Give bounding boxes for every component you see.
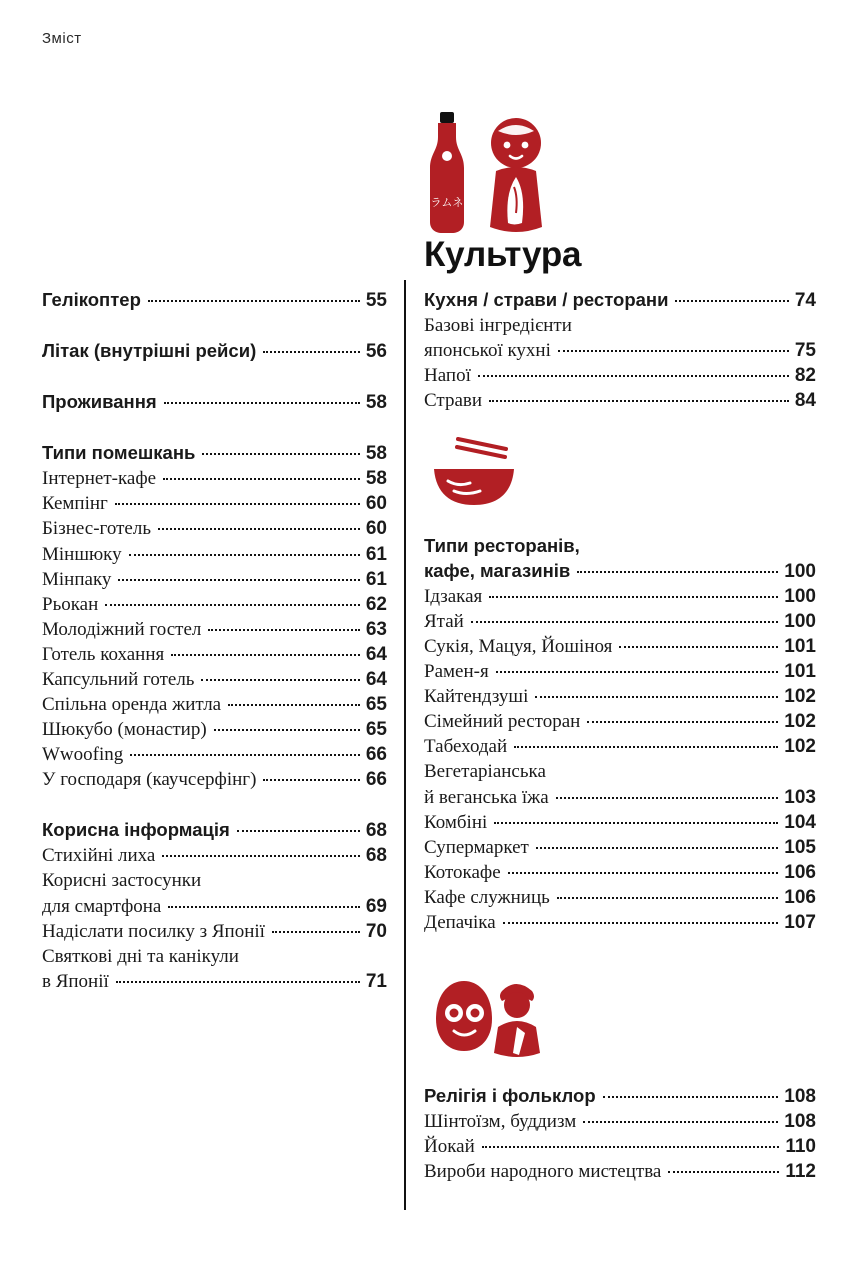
toc-page-number: 102 — [784, 686, 816, 708]
section-title-block — [424, 110, 816, 275]
toc-page-number: 71 — [365, 970, 387, 992]
leader-dots — [162, 855, 359, 857]
toc-entry-label: Святкові дні та канікули — [42, 945, 239, 967]
toc-entry-label: Корисна інформація — [42, 819, 230, 841]
toc-page-number: 107 — [784, 911, 816, 933]
spacer — [42, 364, 387, 390]
toc-entry[interactable] — [424, 709, 816, 734]
toc-entry-label: Капсульний готель — [42, 668, 195, 690]
toc-entry-label: Типи ресторанів, — [424, 535, 580, 557]
leader-dots — [130, 754, 360, 756]
toc-entry-label: Типи помешкань — [42, 442, 196, 464]
toc-entry-label: Депачіка — [424, 911, 496, 933]
toc-entry[interactable] — [42, 441, 387, 466]
decorative-icon-row — [428, 969, 816, 1062]
toc-entry-label: Надіслати посилку з Японії — [42, 920, 265, 942]
toc-entry-label: Страви — [424, 390, 483, 412]
toc-page-number: 61 — [365, 568, 387, 590]
toc-entry[interactable] — [42, 944, 387, 994]
toc-page-number: 100 — [784, 610, 816, 632]
leader-dots — [116, 981, 360, 983]
toc-page-number: 100 — [784, 585, 816, 607]
leader-dots — [263, 351, 360, 353]
toc-page-number: 69 — [365, 895, 387, 917]
leader-dots — [558, 350, 789, 352]
toc-entry[interactable] — [42, 818, 387, 843]
toc-page-number: 101 — [784, 636, 816, 658]
toc-entry[interactable] — [42, 288, 387, 313]
toc-page-number: 58 — [365, 468, 387, 490]
toc-entry[interactable] — [424, 860, 816, 885]
toc-entry[interactable] — [424, 1084, 816, 1109]
decorative-icon-row — [428, 435, 816, 514]
leader-dots — [535, 696, 778, 698]
toc-entry-label: Рамен-я — [424, 661, 489, 683]
toc-entry[interactable] — [424, 910, 816, 935]
ramune-bottle-icon — [424, 110, 470, 235]
leader-dots — [514, 746, 778, 748]
folk-figures-icon — [428, 969, 548, 1057]
leader-dots — [471, 621, 778, 623]
toc-page-number: 101 — [784, 661, 816, 683]
leader-dots — [214, 729, 360, 731]
toc-entry-label: Котокафе — [424, 861, 501, 883]
toc-page-number: 82 — [794, 365, 816, 387]
toc-entry-label: Релігія і фольклор — [424, 1084, 596, 1106]
toc-entry-label: Сукія, Мацуя, Йошіноя — [424, 636, 613, 658]
leader-dots — [171, 654, 360, 656]
leader-dots — [164, 402, 360, 404]
toc-entry[interactable] — [424, 759, 816, 809]
leader-dots — [489, 596, 778, 598]
toc-page-number: 108 — [784, 1111, 816, 1133]
folk-figure-icon — [494, 984, 540, 1057]
toc-entry-label: Табеходай — [424, 736, 508, 758]
toc-entry[interactable] — [424, 363, 816, 388]
page-header: Зміст — [42, 30, 82, 47]
toc-page-number: 58 — [365, 392, 387, 414]
leader-dots — [503, 922, 779, 924]
leader-dots — [508, 872, 779, 874]
toc-page-number: 63 — [365, 618, 387, 640]
toc-entry-label: Корисні застосунки — [42, 870, 202, 892]
leader-dots — [557, 897, 778, 899]
toc-entry[interactable] — [424, 810, 816, 835]
toc-entry-label: Шюкубо (монастир) — [42, 719, 207, 741]
toc-entry-label: Йокай — [424, 1136, 475, 1158]
toc-page-number: 60 — [365, 493, 387, 515]
spacer — [42, 313, 387, 339]
toc-entry[interactable] — [42, 592, 387, 617]
leader-dots — [494, 822, 778, 824]
toc-entry-label: Шінтоїзм, буддизм — [424, 1111, 577, 1133]
toc-page-number: 64 — [365, 643, 387, 665]
toc-entry-label: Бізнес-готель — [42, 518, 151, 540]
toc-entry-label: Комбіні — [424, 811, 488, 833]
leader-dots — [478, 375, 789, 377]
toc-entry[interactable] — [42, 466, 387, 491]
toc-entry[interactable] — [42, 642, 387, 667]
toc-page-number: 68 — [365, 845, 387, 867]
page-title: Культура — [424, 235, 582, 274]
toc-entry-label-cont: в Японії — [42, 970, 109, 992]
spacer — [42, 792, 387, 818]
leader-dots — [208, 629, 359, 631]
toc-entry[interactable] — [424, 313, 816, 363]
toc-entry[interactable] — [42, 717, 387, 742]
toc-entry-label: Вироби народного мистецтва — [424, 1161, 662, 1183]
leader-dots — [603, 1096, 779, 1098]
toc-page-number: 66 — [365, 769, 387, 791]
toc-entry-label-cont: для смартфона — [42, 895, 162, 917]
toc-page-number: 112 — [785, 1161, 816, 1183]
leader-dots — [482, 1146, 780, 1148]
toc-entry[interactable] — [424, 584, 816, 609]
toc-page-number: 100 — [784, 560, 816, 582]
toc-page-number: 102 — [784, 711, 816, 733]
toc-page-number: 102 — [784, 736, 816, 758]
toc-entry-label: Wwoofing — [42, 744, 124, 766]
toc-entry-label: Міншюку — [42, 543, 122, 565]
leader-dots — [201, 679, 359, 681]
toc-page-number: 66 — [365, 744, 387, 766]
toc-entry[interactable] — [42, 868, 387, 918]
leader-dots — [168, 906, 359, 908]
daruma-icon — [436, 981, 492, 1051]
leader-dots — [489, 400, 789, 402]
toc-entry[interactable] — [424, 684, 816, 709]
leader-dots — [619, 646, 778, 648]
toc-column-left — [42, 288, 387, 994]
toc-entry-label: У господаря (каучсерфінг) — [42, 769, 257, 791]
toc-entry-label: Рьокан — [42, 593, 99, 615]
toc-entry[interactable] — [424, 534, 816, 583]
leader-dots — [118, 579, 359, 581]
toc-entry[interactable] — [42, 542, 387, 567]
toc-entry-label: Стихійні лиха — [42, 845, 156, 867]
toc-entry-label-cont: кафе, магазинів — [424, 559, 571, 581]
toc-page-number: 106 — [784, 861, 816, 883]
leader-dots — [496, 671, 779, 673]
toc-entry-label: Спільна оренда житла — [42, 694, 222, 716]
toc-entry[interactable] — [424, 388, 816, 413]
toc-entry[interactable] — [424, 1134, 816, 1159]
toc-entry[interactable] — [42, 767, 387, 792]
leader-dots — [577, 571, 778, 573]
toc-page-number: 55 — [365, 290, 387, 311]
leader-dots — [148, 300, 360, 302]
leader-dots — [202, 453, 359, 455]
toc-page-number: 105 — [784, 836, 816, 858]
toc-entry[interactable] — [424, 634, 816, 659]
toc-page-number: 106 — [784, 886, 816, 908]
ramen-bowl-icon — [428, 435, 520, 509]
toc-entry[interactable] — [424, 288, 816, 313]
leader-dots — [105, 604, 360, 606]
toc-page-number: 56 — [365, 341, 387, 363]
toc-entry[interactable] — [42, 692, 387, 717]
toc-entry-label: Супермаркет — [424, 836, 529, 858]
toc-page-number: 65 — [365, 694, 387, 716]
leader-dots — [675, 300, 788, 302]
toc-page-number: 75 — [794, 340, 816, 362]
toc-page-number: 84 — [794, 390, 816, 412]
toc-entry[interactable] — [42, 390, 387, 415]
svg-text:ラムネ: ラムネ — [430, 196, 464, 209]
toc-entry[interactable] — [424, 659, 816, 684]
toc-entry-label-cont: й веганська їжа — [424, 786, 549, 808]
toc-entry[interactable] — [42, 567, 387, 592]
toc-page-number: 74 — [794, 290, 816, 311]
toc-entry[interactable] — [42, 339, 387, 364]
toc-page-number: 110 — [785, 1136, 816, 1158]
toc-entry[interactable] — [42, 919, 387, 944]
leader-dots — [237, 830, 360, 832]
leader-dots — [263, 779, 359, 781]
leader-dots — [556, 797, 779, 799]
toc-entry[interactable] — [42, 843, 387, 868]
toc-entry-label: Готель кохання — [42, 643, 165, 665]
toc-page-number: 64 — [365, 668, 387, 690]
toc-entry-label: Літак (внутрішні рейси) — [42, 340, 257, 362]
toc-entry-label: Молодіжний гостел — [42, 618, 202, 640]
kokeshi-doll-icon — [484, 117, 548, 235]
toc-page-number: 62 — [365, 593, 387, 615]
leader-dots — [536, 847, 778, 849]
toc-entry-label: Мінпаку — [42, 568, 112, 590]
leader-dots — [272, 931, 360, 933]
leader-dots — [129, 554, 360, 556]
toc-entry-label: Вегетаріанська — [424, 761, 546, 783]
toc-page-number: 65 — [365, 719, 387, 741]
toc-entry[interactable] — [424, 835, 816, 860]
title-icon-group — [424, 110, 548, 235]
leader-dots — [587, 721, 778, 723]
toc-page-number: 103 — [784, 786, 816, 808]
toc-entry-label: Кафе служниць — [424, 886, 550, 908]
leader-dots — [115, 503, 360, 505]
leader-dots — [163, 478, 360, 480]
toc-page-number: 70 — [365, 920, 387, 942]
toc-entry-label: Сімейний ресторан — [424, 711, 581, 733]
leader-dots — [228, 704, 360, 706]
toc-entry-label: Базові інгредієнти — [424, 315, 572, 337]
column-divider — [404, 280, 406, 1210]
toc-entry-label: Напої — [424, 365, 471, 387]
toc-page-number: 60 — [365, 518, 387, 540]
toc-column-right — [424, 288, 816, 1184]
toc-entry-label: Кухня / страви / ресторани — [424, 289, 669, 310]
toc-entry[interactable] — [424, 1159, 816, 1184]
toc-entry-label: Проживання — [42, 391, 157, 413]
spacer — [42, 415, 387, 441]
toc-entry[interactable] — [424, 885, 816, 910]
leader-dots — [668, 1171, 779, 1173]
toc-page-number: 68 — [365, 820, 387, 842]
toc-entry-label: Ідзакая — [424, 585, 483, 607]
toc-page-number: 58 — [365, 443, 387, 465]
toc-entry[interactable] — [42, 516, 387, 541]
toc-entry-label: Кемпінг — [42, 493, 108, 515]
toc-entry[interactable] — [424, 609, 816, 634]
toc-entry[interactable] — [42, 617, 387, 642]
toc-page-number: 108 — [784, 1085, 816, 1107]
toc-entry-label: Гелікоптер — [42, 289, 141, 310]
leader-dots — [583, 1121, 778, 1123]
leader-dots — [158, 528, 360, 530]
toc-entry[interactable] — [42, 667, 387, 692]
toc-entry-label: Кайтендзуші — [424, 686, 529, 708]
toc-entry[interactable] — [424, 734, 816, 759]
toc-page-number: 61 — [365, 543, 387, 565]
toc-entry-label: Ятай — [424, 610, 464, 632]
toc-entry-label-cont: японської кухні — [424, 340, 551, 362]
toc-entry[interactable] — [424, 1109, 816, 1134]
toc-entry[interactable] — [42, 491, 387, 516]
toc-entry-label: Інтернет-кафе — [42, 468, 157, 490]
toc-page-number: 104 — [784, 811, 816, 833]
toc-entry[interactable] — [42, 742, 387, 767]
